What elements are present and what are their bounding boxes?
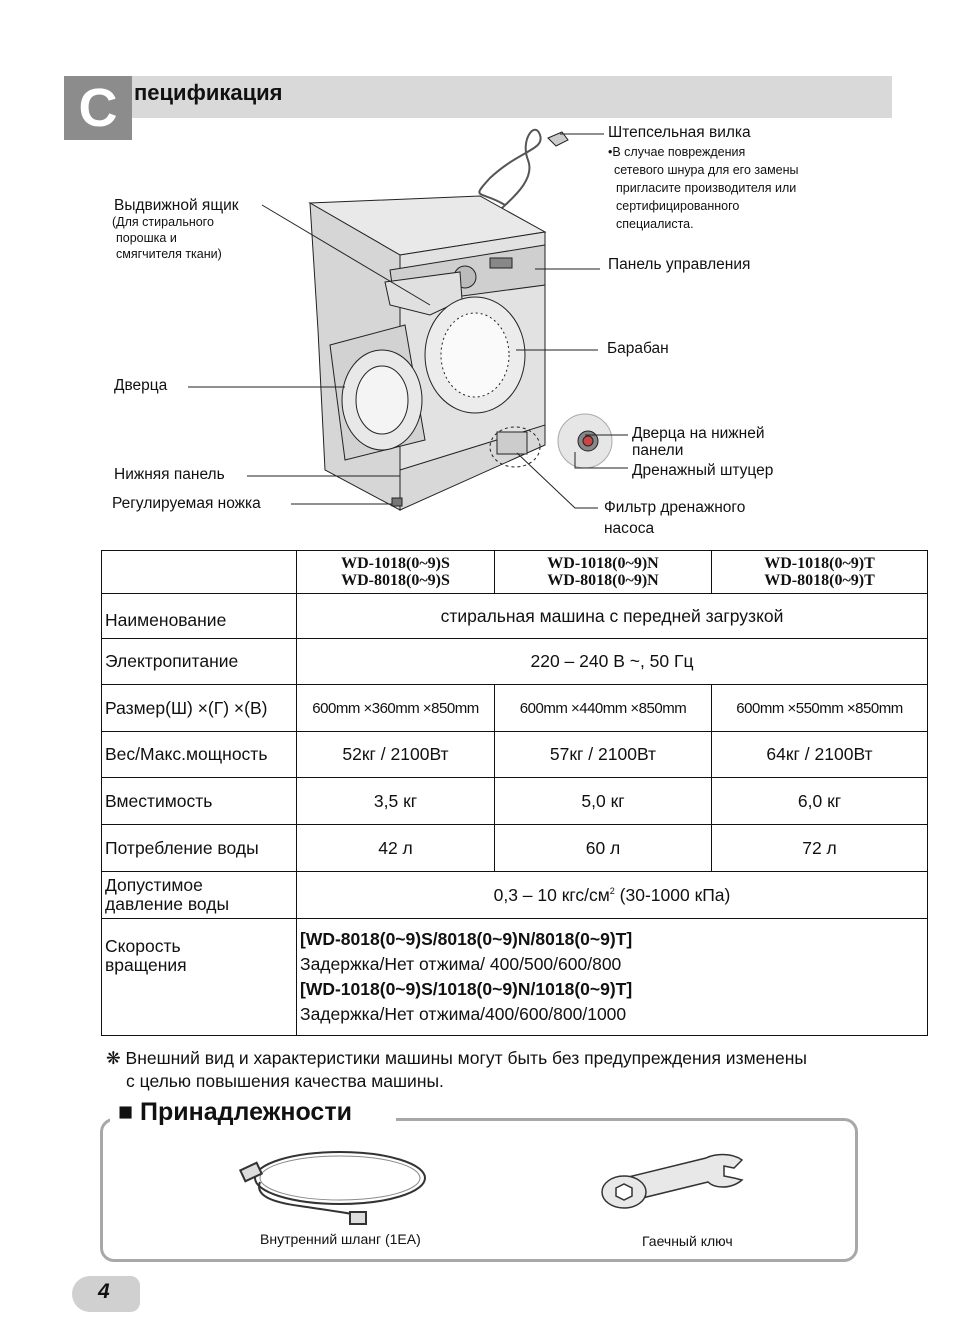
drawer-label: Выдвижной ящик <box>114 197 239 214</box>
row-label <box>102 919 297 1036</box>
weight-value: 52кг / 2100Вт <box>297 732 495 778</box>
spin-line: [WD-1018(0~9)S/1018(0~9)N/1018(0~9)T] <box>300 979 633 999</box>
row-label-line: давление воды <box>105 894 230 914</box>
header-initial-letter: С <box>64 76 132 140</box>
capacity-value: 5,0 кг <box>495 778 712 825</box>
power-value: 220 – 240 В ~, 50 Гц <box>297 639 928 685</box>
table-row <box>102 872 928 919</box>
control-panel-label: Панель управления <box>608 256 751 273</box>
footnote <box>106 1047 807 1093</box>
hose-label: Внутренний шланг (1EA) <box>260 1231 421 1247</box>
size-value: 600mm ×550mm ×850mm <box>712 685 928 732</box>
table-row <box>102 685 928 732</box>
wrench-label: Гаечный ключ <box>642 1233 733 1249</box>
table-corner-cell <box>102 551 297 594</box>
lower-door-label-1: Дверца на нижней <box>632 425 765 442</box>
name-value: стиральная машина с передней загрузкой <box>297 594 928 639</box>
lower-panel-label: Нижняя панель <box>114 466 225 483</box>
table-header-row <box>102 551 928 594</box>
size-value: 600mm ×440mm ×850mm <box>495 685 712 732</box>
table-row <box>102 732 928 778</box>
footnote-line: с целью повышения качества машины. <box>126 1071 444 1091</box>
model-name: WD-1018(0~9)T <box>764 555 875 572</box>
capacity-value: 3,5 кг <box>297 778 495 825</box>
drain-filter-label-2: насоса <box>604 520 655 537</box>
row-label-line: Допустимое <box>105 875 203 895</box>
row-label: Наименование <box>102 594 297 639</box>
plug-note-2: сетевого шнура для его замены <box>614 163 799 177</box>
table-row <box>102 825 928 872</box>
footnote-line: ❋ Внешний вид и характеристики машины могут быть без предупреждения изменены <box>106 1048 807 1068</box>
spin-value <box>297 919 928 1036</box>
plug-note-1: •В случае повреждения <box>608 145 746 159</box>
drain-filter-label-1: Фильтр дренажного <box>604 499 746 516</box>
plug-note-3: пригласите производителя или <box>616 181 797 195</box>
pressure-value <box>297 872 928 919</box>
pressure-value-main: 0,3 – 10 кгс/см <box>493 884 610 905</box>
wrench-icon <box>596 1150 756 1220</box>
model-name: WD-1018(0~9)S <box>341 555 450 572</box>
row-label: Размер(Ш) ×(Г) ×(В) <box>102 685 297 732</box>
water-value: 42 л <box>297 825 495 872</box>
lower-door-label-2: панели <box>632 442 684 459</box>
hose-icon <box>230 1140 430 1230</box>
adjustable-foot-label: Регулируемая ножка <box>112 495 261 512</box>
row-label: Вес/Макс.мощность <box>102 732 297 778</box>
drawer-note-1: (Для стирального <box>112 215 214 229</box>
weight-value: 57кг / 2100Вт <box>495 732 712 778</box>
page-number: 4 <box>98 1280 110 1303</box>
model-header <box>495 551 712 594</box>
model-name: WD-8018(0~9)N <box>547 572 659 589</box>
spin-line: Задержка/Нет отжима/ 400/500/600/800 <box>300 954 622 974</box>
plug-note-5: специалиста. <box>616 217 694 231</box>
row-label-line: Скорость <box>105 936 181 956</box>
model-header <box>712 551 928 594</box>
model-header <box>297 551 495 594</box>
row-label: Электропитание <box>102 639 297 685</box>
spec-table <box>101 550 928 1036</box>
accessories-title: ■ Принадлежности <box>118 1098 352 1126</box>
table-row <box>102 594 928 639</box>
weight-value: 64кг / 2100Вт <box>712 732 928 778</box>
pressure-value-tail: (30-1000 кПа) <box>614 884 731 905</box>
spin-line: Задержка/Нет отжима/400/600/800/1000 <box>300 1004 627 1024</box>
capacity-value: 6,0 кг <box>712 778 928 825</box>
size-value: 600mm ×360mm ×850mm <box>297 685 495 732</box>
plug-label: Штепсельная вилка <box>608 124 751 141</box>
table-row <box>102 919 928 1036</box>
water-value: 72 л <box>712 825 928 872</box>
model-name: WD-8018(0~9)T <box>764 572 875 589</box>
water-value: 60 л <box>495 825 712 872</box>
row-label: Потребление воды <box>102 825 297 872</box>
drum-label: Барабан <box>607 340 669 357</box>
spin-line: [WD-8018(0~9)S/8018(0~9)N/8018(0~9)T] <box>300 929 633 949</box>
plug-note-4: сертифицированного <box>616 199 740 213</box>
row-label-line: вращения <box>105 955 187 975</box>
model-name: WD-8018(0~9)S <box>341 572 450 589</box>
table-row <box>102 778 928 825</box>
page-title: пецификация <box>134 80 283 105</box>
pressure-unit-superscript: 2 <box>609 885 615 896</box>
table-row <box>102 639 928 685</box>
row-label: Вместимость <box>102 778 297 825</box>
drain-hose-label: Дренажный штуцер <box>632 462 774 479</box>
drawer-note-3: смягчителя ткани) <box>116 247 222 261</box>
drawer-note-2: порошка и <box>116 231 177 245</box>
washing-machine-diagram <box>0 0 954 540</box>
door-label: Дверца <box>114 377 168 394</box>
model-name: WD-1018(0~9)N <box>547 555 659 572</box>
row-label <box>102 872 297 919</box>
